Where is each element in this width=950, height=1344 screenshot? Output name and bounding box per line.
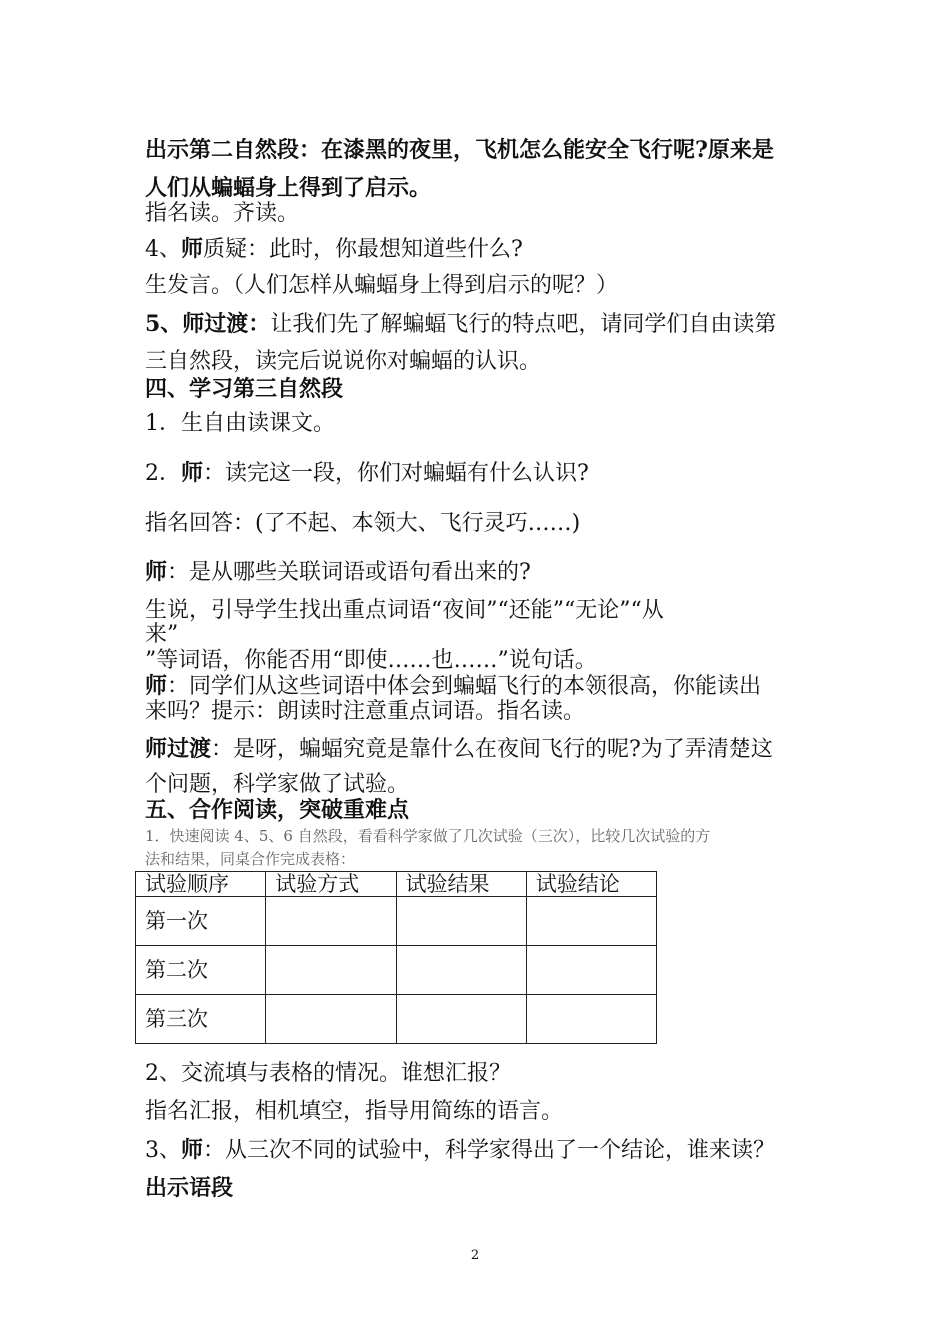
- table-header-cell: 试验结论: [526, 872, 656, 897]
- text: ：是从哪些关联词语或语句看出来的?: [167, 560, 531, 585]
- text: ：读完这一段，你们对蝙蝠有什么认识?: [203, 461, 589, 486]
- paragraph-line: 个问题，科学家做了试验。: [145, 772, 410, 797]
- text: 5、师过渡：: [145, 311, 271, 337]
- text: 师: [181, 1137, 204, 1163]
- paragraph-line: 1．快速阅读 4、5、6 自然段，看看科学家做了几次试验（三次），比较几次试验的方: [145, 827, 711, 845]
- paragraph-line: 来吗？提示：朗读时注意重点词语。指名读。: [145, 699, 586, 724]
- table-cell[interactable]: [266, 995, 396, 1044]
- paragraph-line: 人们从蝙蝠身上得到了启示。: [145, 175, 432, 201]
- table-header-cell: 试验结果: [396, 872, 526, 897]
- table-row: [136, 897, 657, 946]
- table-row: [136, 995, 657, 1044]
- page-number: 2: [470, 1248, 480, 1263]
- table-header-cell: 试验顺序: [136, 872, 266, 897]
- table-row: [136, 946, 657, 995]
- table-cell: 第二次: [136, 946, 266, 995]
- table-cell[interactable]: [396, 995, 526, 1044]
- paragraph-line: 1．生自由读课文。: [145, 411, 335, 436]
- paragraph-line: [145, 735, 773, 764]
- text: ：同学们从这些词语中体会到蝙蝠飞行的本领很高，你能读出: [167, 674, 762, 699]
- table-cell[interactable]: [526, 946, 656, 995]
- paragraph-line: ”等词语，你能否用“即使……也……”说句话。: [145, 648, 597, 673]
- table-cell[interactable]: [526, 995, 656, 1044]
- section-heading: 四、学习第三自然段: [145, 376, 344, 402]
- text: 师过渡: [145, 736, 212, 762]
- paragraph-line: 指名汇报，相机填空，指导用简练的语言。: [145, 1099, 564, 1124]
- table-header-cell: 试验方式: [266, 872, 396, 897]
- text: 2．: [145, 461, 181, 486]
- table-header-row: [136, 872, 657, 897]
- paragraph-line: [145, 1136, 775, 1165]
- paragraph-line: 指名回答：(了不起、本领大、飞行灵巧……): [145, 511, 581, 536]
- paragraph-line: [145, 310, 776, 339]
- text: ：是呀，蝙蝠究竟是靠什么在夜间飞行的呢?为了弄清楚这: [211, 737, 773, 762]
- paragraph-line: 指名读。齐读。: [145, 201, 300, 226]
- paragraph-line: [145, 558, 531, 587]
- text: 师: [145, 673, 168, 699]
- paragraph-line: 生说，引导学生找出重点词语“夜间”“还能”“无论”“从: [145, 598, 664, 623]
- text: 质疑：此时，你最想知道些什么?: [203, 237, 523, 262]
- table-cell[interactable]: [396, 897, 526, 946]
- table-cell: 第一次: [136, 897, 266, 946]
- text: 师: [145, 559, 168, 585]
- paragraph-line: [145, 672, 761, 701]
- text: 4、: [145, 237, 181, 262]
- table-cell[interactable]: [526, 897, 656, 946]
- table-cell[interactable]: [266, 897, 396, 946]
- text: 师: [181, 460, 204, 486]
- text: ：从三次不同的试验中，科学家得出了一个结论，谁来读？: [203, 1138, 776, 1163]
- paragraph-line: [145, 235, 523, 264]
- text: 让我们先了解蝙蝠飞行的特点吧，请同学们自由读第: [270, 312, 777, 337]
- text: 师: [181, 236, 204, 262]
- table-cell[interactable]: [266, 946, 396, 995]
- paragraph-line: 2、交流填与表格的情况。谁想汇报？: [145, 1061, 511, 1086]
- table-cell[interactable]: [396, 946, 526, 995]
- paragraph-line: 来”: [145, 622, 179, 647]
- paragraph-line: [145, 459, 589, 488]
- paragraph-line: 出示语段: [145, 1175, 234, 1201]
- experiment-table: [135, 871, 657, 1044]
- paragraph-line: 三自然段，读完后说说你对蝙蝠的认识。: [145, 349, 542, 374]
- table-cell: 第三次: [136, 995, 266, 1044]
- paragraph-line: 法和结果，同桌合作完成表格：: [145, 850, 356, 868]
- paragraph-line: 生发言。（人们怎样从蝙蝠身上得到启示的呢？）: [145, 273, 619, 298]
- text: 3、: [145, 1138, 181, 1163]
- paragraph-line: 出示第二自然段：在漆黑的夜里，飞机怎么能安全飞行呢?原来是: [145, 137, 774, 163]
- section-heading: 五、合作阅读，突破重难点: [145, 797, 410, 823]
